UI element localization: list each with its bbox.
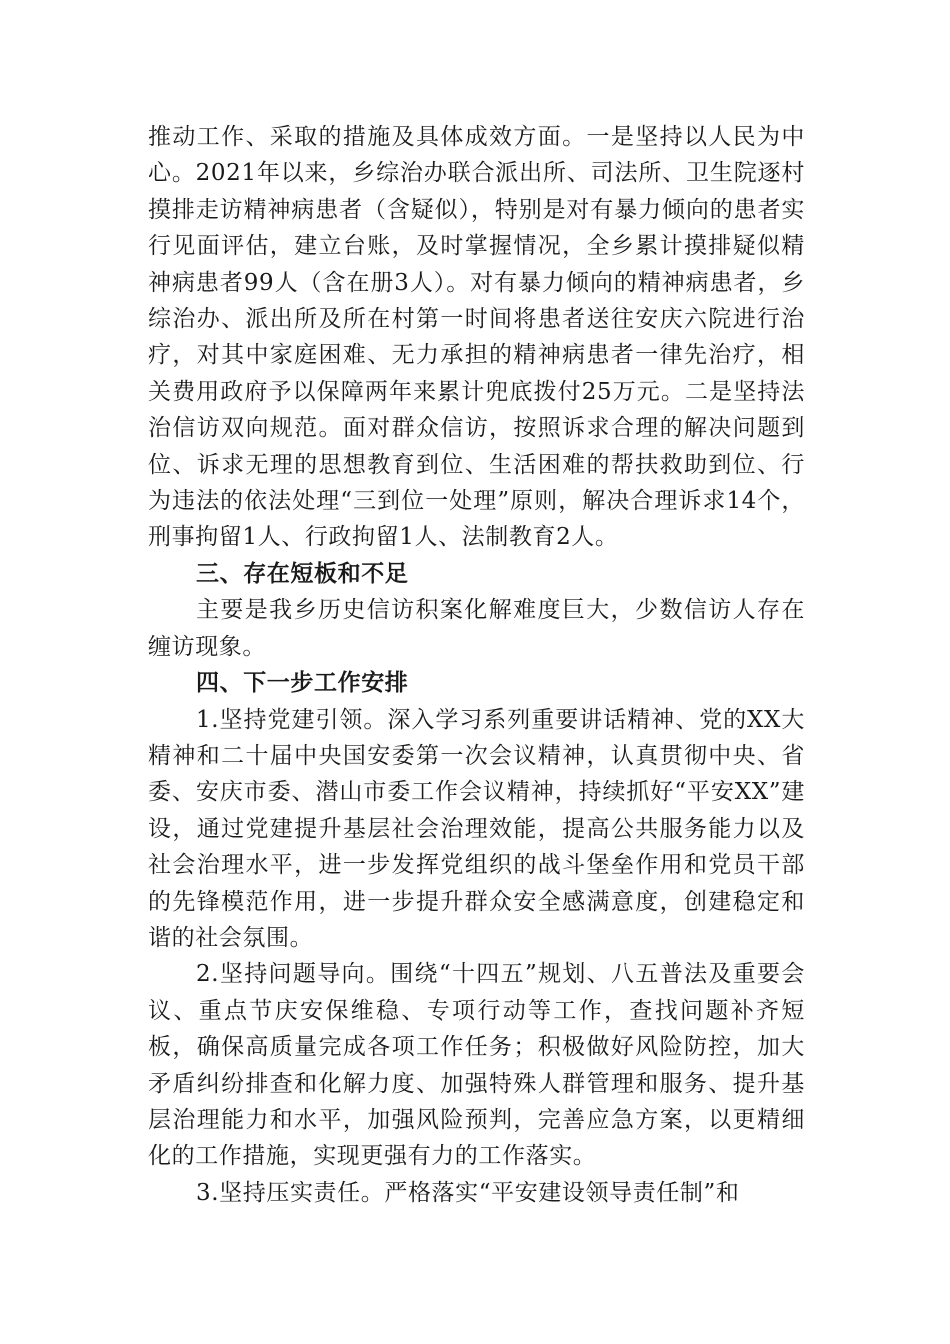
section-heading-shortcomings: 三、存在短板和不足 bbox=[196, 560, 409, 587]
section-heading-next-steps: 四、下一步工作安排 bbox=[196, 670, 409, 697]
paragraph-shortcomings: 主要是我乡历史信访积案化解难度巨大，少数信访人存在缠访现象。 bbox=[148, 597, 805, 660]
paragraph-responsibility: 3.坚持压实责任。严格落实“平安建设领导责任制”和 bbox=[196, 1179, 740, 1206]
paragraph-party-building: 1.坚持党建引领。深入学习系列重要讲话精神、党的XX大精神和二十届中央国安委第一次会议精神，认真贯彻中央、省委、安庆市委、潜山市委工作会议精神，持续抓好“平安XX”建设，通过党建提升基层社会治理效能，提高公共服务能力以及社会治理水平，进一步发挥党组织的战斗堡垒作用和党员干部的先锋模范作用，进一步提升群众安全感满意度，创建稳定和谐的社会氛围。 bbox=[148, 706, 805, 951]
document-body bbox=[148, 119, 805, 1211]
paragraph-problem-oriented: 2.坚持问题导向。围绕“十四五”规划、八五普法及重要会议、重点节庆安保维稳、专项行动等工作，查找问题补齐短板，确保高质量完成各项工作任务；积极做好风险防控，加大矛盾纠纷排查和化解力度、加强特殊人群管理和服务、提升基层治理能力和水平，加强风险预判，完善应急方案，以更精细化的工作措施，实现更强有力的工作落实。 bbox=[148, 961, 805, 1170]
paragraph-measures-results: 推动工作、采取的措施及具体成效方面。一是坚持以人民为中心。2021年以来，乡综治办联合派出所、司法所、卫生院逐村摸排走访精神病患者（含疑似），特别是对有暴力倾向的患者实行见面评估，建立台账，及时掌握情况，全乡累计摸排疑似精神病患者99人（含在册3人）。对有暴力倾向的精神病患者，乡综治办、派出所及所在村第一时间将患者送往安庆六院进行治疗，对其中家庭困难、无力承担的精神病患者一律先治疗，相关费用政府予以保障两年来累计兜底拨付25万元。二是坚持法治信访双向规范。面对群众信访，按照诉求合理的解决问题到位、诉求无理的思想教育到位、生活困难的帮扶救助到位、行为违法的依法处理“三到位一处理”原则，解决合理诉求14个，刑事拘留1人、行政拘留1人、法制教育2人。 bbox=[148, 124, 805, 551]
